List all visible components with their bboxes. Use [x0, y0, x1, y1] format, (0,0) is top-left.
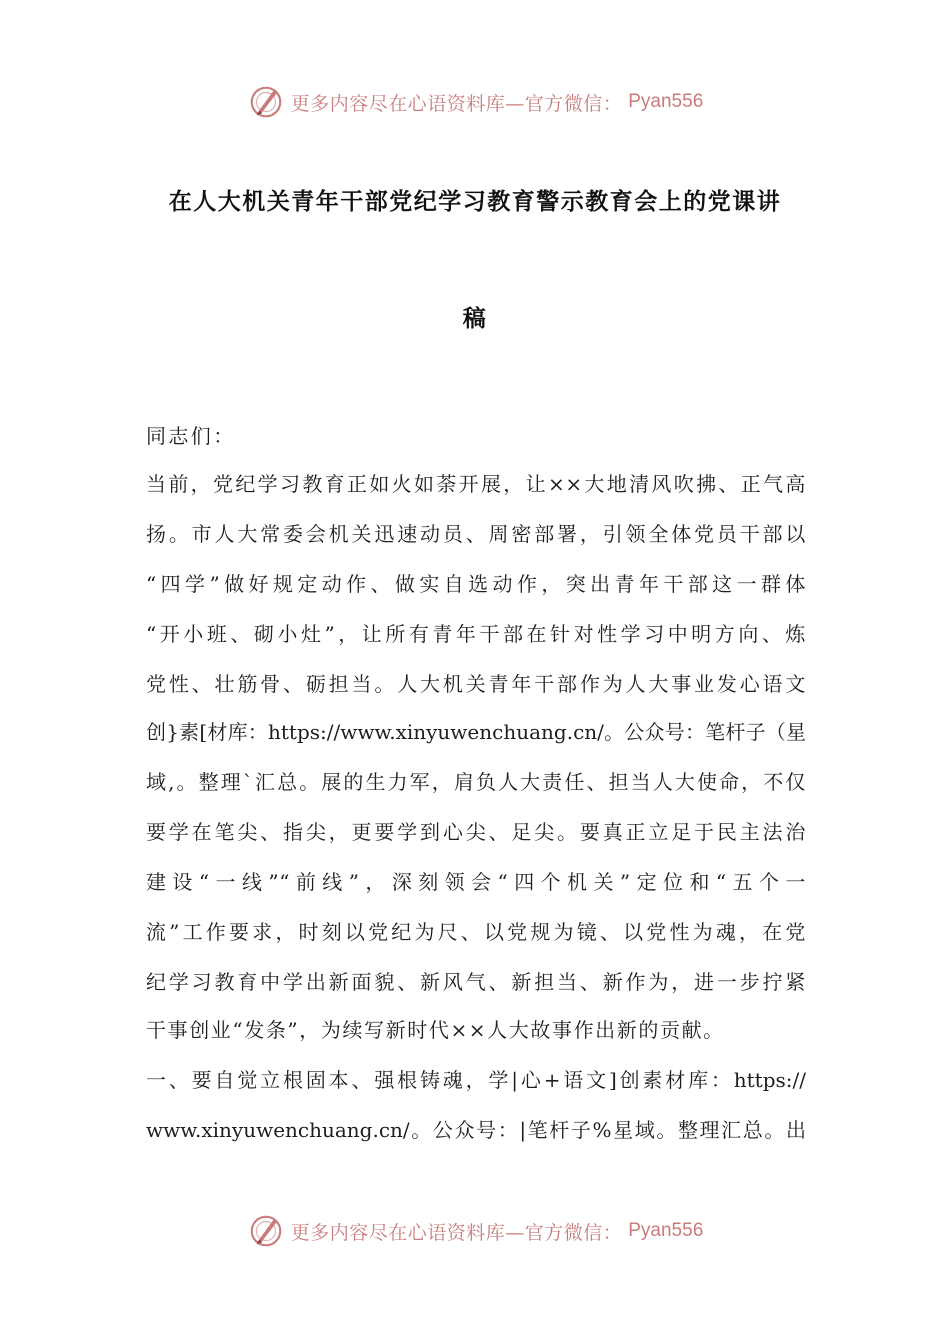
pen-nib-circle-icon [247, 83, 285, 121]
document-title-line-1: 在人大机关青年干部党纪学习教育警示教育会上的党课讲 [168, 188, 782, 215]
banner-text: 更多内容尽在心语资料库—官方微信： [290, 1221, 623, 1244]
body-line: 创}素[材库：https://www.xinyuwenchuang.cn/。公众号：笔杆子（星 [146, 720, 806, 744]
body-line: 扬。市人大常委会机关迅速动员、周密部署，引领全体党员干部以 [146, 522, 806, 546]
section-heading-line: 一、要自觉立根固本、强根铸魂，学|心+语文]创素材库：https:// [146, 1068, 806, 1092]
body-line: 建设“一线”“前线”，深刻领会“四个机关”定位和“五个一 [146, 870, 806, 894]
body-line: 要学在笔尖、指尖，更要学到心尖、足尖。要真正立足于民主法治 [146, 820, 806, 844]
body-line: 当前，党纪学习教育正如火如荼开展，让××大地清风吹拂、正气高 [146, 472, 806, 496]
body-line: www.xinyuwenchuang.cn/。公众号：|笔杆子%星域。整理汇总。出 [146, 1118, 806, 1142]
body-line: “四学”做好规定动作、做实自选动作，突出青年干部这一群体 [146, 572, 806, 596]
body-line: 干事创业“发条”，为续写新时代××人大故事作出新的贡献。 [146, 1018, 725, 1042]
pen-nib-circle-icon [247, 1212, 285, 1250]
body-line: “开小班、砌小灶”，让所有青年干部在针对性学习中明方向、炼 [146, 622, 806, 646]
body-line: 党性、壮筋骨、砺担当。人大机关青年干部作为人大事业发心语文 [146, 672, 806, 696]
document-title-line-2: 稿 [462, 305, 488, 332]
banner-wechat-id: Pyan556 [628, 1220, 704, 1241]
header-watermark-banner [0, 80, 950, 124]
salutation: 同志们： [146, 424, 236, 448]
body-line: 纪学习教育中学出新面貌、新风气、新担当、新作为，进一步拧紧 [146, 970, 806, 994]
banner-wechat-id: Pyan556 [628, 91, 704, 112]
body-line: 域,。整理`汇总。展的生力军，肩负人大责任、担当人大使命，不仅 [146, 770, 806, 794]
banner-text: 更多内容尽在心语资料库—官方微信： [290, 92, 623, 115]
footer-watermark-banner [0, 1209, 950, 1253]
body-line: 流”工作要求，时刻以党纪为尺、以党规为镜、以党性为魂，在党 [146, 920, 806, 944]
